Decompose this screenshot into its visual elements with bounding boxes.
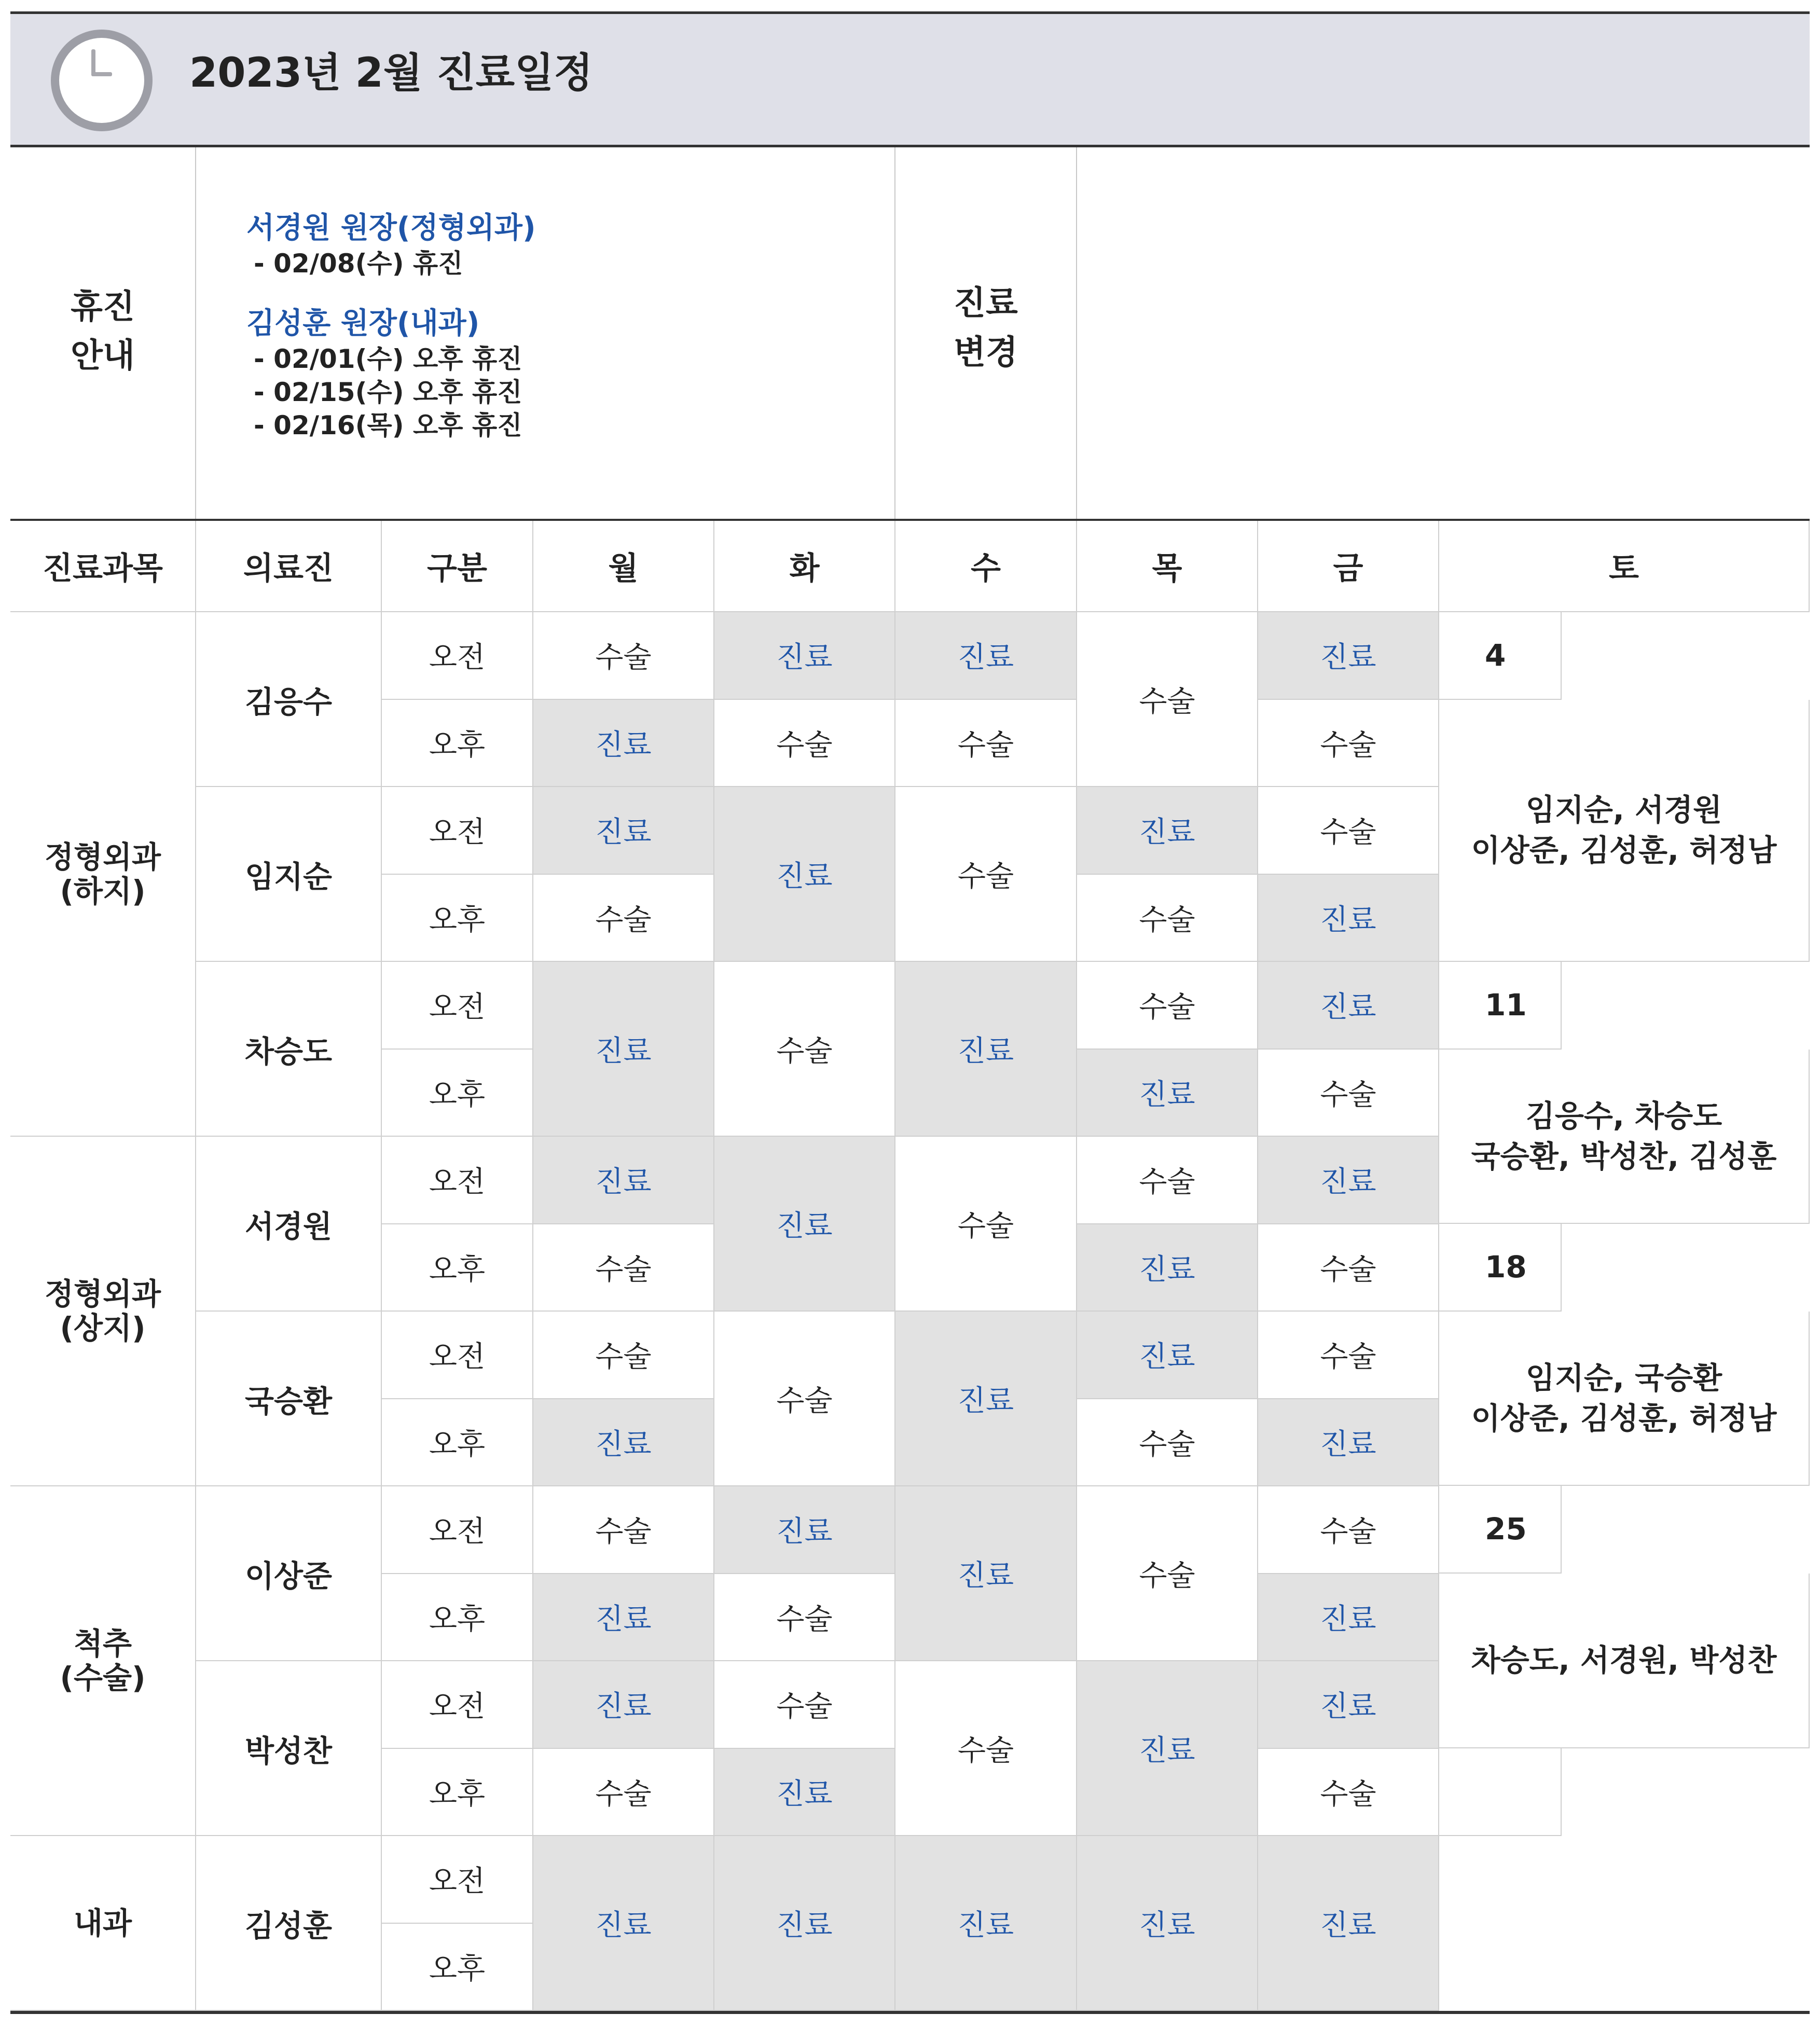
schedule-cell: 진료 <box>533 1137 714 1224</box>
doctor-name: 김성훈 <box>196 1836 382 2011</box>
schedule-cell: 수술 <box>1258 1224 1439 1312</box>
schedule-cell: 수술 <box>1077 875 1258 962</box>
period-am: 오전 <box>382 1312 533 1399</box>
notice-section <box>10 147 1810 521</box>
schedule-cell: 수술 <box>714 1574 895 1662</box>
period-pm: 오후 <box>382 1749 533 1837</box>
saturday-doctors: 김응수, 차승도 국승환, 박성찬, 김성훈 <box>1439 1050 1810 1224</box>
schedule-cell: 수술 <box>1258 787 1439 875</box>
schedule-table <box>10 521 1810 2013</box>
schedule-cell: 진료 <box>533 1661 714 1749</box>
closure-notice <box>246 210 536 442</box>
clock-icon <box>51 30 153 131</box>
schedule-cell: 진료 <box>1258 612 1439 700</box>
schedule-cell: 진료 <box>1077 1312 1258 1399</box>
schedule-cell: 진료 <box>533 1574 714 1662</box>
schedule-cell: 진료 <box>1258 1137 1439 1224</box>
saturday-date: 11 <box>1439 962 1562 1050</box>
page-header <box>10 11 1810 147</box>
column-header: 의료진 <box>196 521 382 612</box>
column-header: 월 <box>533 521 714 612</box>
schedule-cell: 수술 <box>1258 1749 1439 1837</box>
schedule-cell: 수술 <box>1077 962 1258 1050</box>
column-header: 수 <box>895 521 1077 612</box>
saturday-empty-box <box>1439 1748 1562 1836</box>
schedule-cell: 진료 <box>1258 1574 1439 1662</box>
schedule-cell: 진료 <box>1077 1050 1258 1137</box>
schedule-cell: 수술 <box>533 1749 714 1837</box>
schedule-cell: 수술 <box>1077 1137 1258 1224</box>
department-cell: 정형외과 (상지) <box>10 1137 196 1486</box>
column-header: 구분 <box>382 521 533 612</box>
schedule-cell: 진료 <box>714 1486 895 1574</box>
period-am: 오전 <box>382 1661 533 1749</box>
change-label-line2: 변경 <box>954 334 1018 372</box>
period-pm: 오후 <box>382 1050 533 1137</box>
period-pm: 오후 <box>382 1224 533 1312</box>
doctor-name: 임지순 <box>196 787 382 962</box>
period-pm: 오후 <box>382 1574 533 1662</box>
schedule-cell: 진료 <box>714 1749 895 1837</box>
schedule-cell: 진료 <box>895 962 1077 1137</box>
change-label-line1: 진료 <box>954 284 1018 323</box>
schedule-cell: 진료 <box>533 700 714 788</box>
schedule-cell: 진료 <box>1077 1836 1258 2011</box>
schedule-cell: 수술 <box>1077 1399 1258 1487</box>
period-pm: 오후 <box>382 1399 533 1487</box>
period-am: 오전 <box>382 962 533 1050</box>
schedule-cell: 진료 <box>1258 1836 1439 2011</box>
column-header: 금 <box>1258 521 1439 612</box>
schedule-cell: 진료 <box>1077 1661 1258 1836</box>
schedule-cell: 진료 <box>714 1137 895 1312</box>
change-label-cell <box>895 147 1077 521</box>
closure-item: - 02/01(수) 오후 휴진 <box>254 344 522 374</box>
schedule-cell: 진료 <box>533 1836 714 2011</box>
saturday-date: 18 <box>1439 1224 1562 1312</box>
schedule-cell: 수술 <box>533 612 714 700</box>
schedule-cell: 수술 <box>895 700 1077 788</box>
schedule-cell: 진료 <box>533 787 714 875</box>
saturday-doctors: 임지순, 서경원 이상준, 김성훈, 허정남 <box>1439 700 1810 962</box>
doctor-name: 차승도 <box>196 962 382 1137</box>
closure-item: - 02/08(수) 휴진 <box>254 249 463 279</box>
schedule-cell: 수술 <box>714 1661 895 1749</box>
closure-doctor-name: 김성훈 원장(내과) <box>246 307 480 340</box>
schedule-cell: 수술 <box>1258 1486 1439 1574</box>
closure-item: - 02/15(수) 오후 휴진 <box>254 377 522 407</box>
column-header: 화 <box>714 521 895 612</box>
period-am: 오전 <box>382 612 533 700</box>
schedule-cell: 진료 <box>1258 1661 1439 1749</box>
period-am: 오전 <box>382 1836 533 1924</box>
schedule-cell: 수술 <box>895 1661 1077 1836</box>
schedule-cell: 수술 <box>714 962 895 1137</box>
page-title: 2023년 2월 진료일정 <box>189 50 593 96</box>
period-am: 오전 <box>382 1137 533 1224</box>
closure-label-line1: 휴진 <box>71 288 135 326</box>
schedule-cell: 진료 <box>895 1486 1077 1661</box>
schedule-cell: 수술 <box>714 1312 895 1486</box>
schedule-cell: 진료 <box>533 1399 714 1487</box>
schedule-cell: 수술 <box>533 1224 714 1312</box>
schedule-cell: 진료 <box>1258 962 1439 1050</box>
schedule-cell: 수술 <box>895 787 1077 962</box>
department-cell: 정형외과 (하지) <box>10 612 196 1137</box>
period-am: 오전 <box>382 1486 533 1574</box>
schedule-cell: 수술 <box>1258 700 1439 788</box>
schedule-cell: 진료 <box>714 612 895 700</box>
closure-doctor-name: 서경원 원장(정형외과) <box>246 211 536 245</box>
closure-label-line2: 안내 <box>71 337 135 375</box>
change-detail-cell <box>1077 147 1810 521</box>
schedule-cell: 진료 <box>895 612 1077 700</box>
doctor-name: 서경원 <box>196 1137 382 1312</box>
period-pm: 오후 <box>382 700 533 788</box>
column-header: 진료과목 <box>10 521 196 612</box>
doctor-name: 국승환 <box>196 1312 382 1486</box>
department-cell: 내과 <box>10 1836 196 2011</box>
schedule-cell: 수술 <box>714 700 895 788</box>
saturday-date: 25 <box>1439 1486 1562 1574</box>
schedule-cell: 수술 <box>1258 1050 1439 1137</box>
schedule-cell: 수술 <box>1258 1312 1439 1399</box>
schedule-cell: 진료 <box>1258 875 1439 962</box>
schedule-cell: 수술 <box>533 875 714 962</box>
saturday-doctors: 차승도, 서경원, 박성찬 <box>1439 1574 1810 1749</box>
period-pm: 오후 <box>382 875 533 962</box>
column-header: 토 <box>1439 521 1810 612</box>
column-header: 목 <box>1077 521 1258 612</box>
closure-item: - 02/16(목) 오후 휴진 <box>254 410 522 440</box>
schedule-cell: 진료 <box>533 962 714 1137</box>
schedule-cell: 수술 <box>533 1312 714 1399</box>
schedule-cell: 진료 <box>895 1312 1077 1486</box>
schedule-cell: 진료 <box>1258 1399 1439 1487</box>
schedule-cell: 진료 <box>714 787 895 962</box>
department-cell: 척추 (수술) <box>10 1486 196 1836</box>
period-am: 오전 <box>382 787 533 875</box>
schedule-cell: 진료 <box>1077 787 1258 875</box>
schedule-cell: 수술 <box>1077 612 1258 787</box>
schedule-cell: 수술 <box>895 1137 1077 1312</box>
doctor-name: 박성찬 <box>196 1661 382 1836</box>
closure-label-cell <box>10 147 196 521</box>
schedule-cell: 수술 <box>533 1486 714 1574</box>
doctor-name: 김응수 <box>196 612 382 787</box>
schedule-cell: 수술 <box>1077 1486 1258 1661</box>
doctor-name: 이상준 <box>196 1486 382 1661</box>
saturday-doctors: 임지순, 국승환 이상준, 김성훈, 허정남 <box>1439 1312 1810 1486</box>
schedule-cell: 진료 <box>1077 1224 1258 1312</box>
schedule-cell: 진료 <box>714 1836 895 2011</box>
table-bottom-border <box>10 2011 1810 2014</box>
period-pm: 오후 <box>382 1924 533 2011</box>
saturday-date: 4 <box>1439 612 1562 700</box>
schedule-cell: 진료 <box>895 1836 1077 2011</box>
